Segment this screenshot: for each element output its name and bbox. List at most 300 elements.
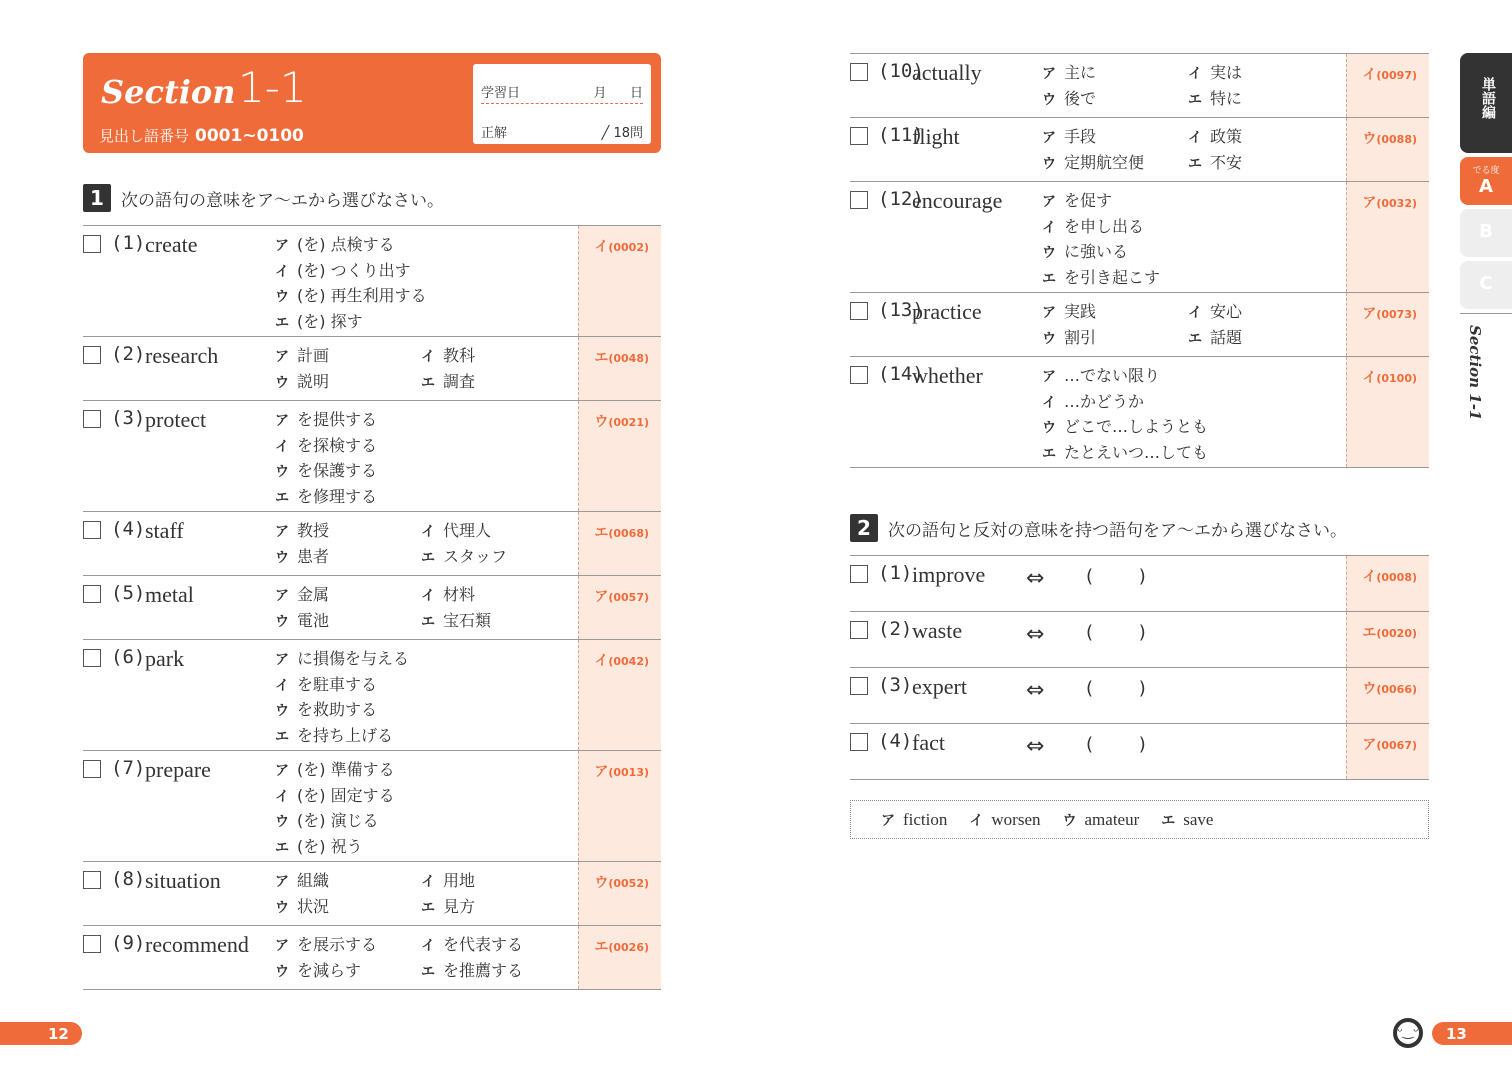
option-letter: イ [275,438,289,455]
option [421,895,567,921]
question-word: improve [912,562,986,587]
answer-key [594,522,649,542]
option [275,485,377,511]
option-letter: エ [421,899,435,916]
choice-item [969,810,1040,830]
question-row [850,668,1429,724]
option-letter: ア [275,524,289,540]
option-text: 後で [1064,88,1097,108]
option-text: どこで…しようとも [1064,417,1209,437]
question-checkbox[interactable] [850,302,868,320]
choice-item [1161,810,1213,830]
question-word: create [145,232,198,257]
answer-options [1042,189,1160,291]
answer-key [594,347,649,367]
option-text: 話題 [1210,327,1243,347]
answer-key [594,236,649,256]
question-number: (6) [111,646,146,668]
option-text: 特に [1210,88,1243,108]
question-checkbox[interactable] [850,565,868,583]
question-checkbox[interactable] [850,733,868,751]
answer-key [1362,367,1417,387]
answer-letter: ア [594,764,609,780]
question-checkbox[interactable] [83,235,101,253]
answer-key [1362,192,1417,212]
option [1042,364,1208,390]
question-number: 2 [850,514,878,542]
answer-headword-id: (0100) [1376,372,1417,385]
option-text: 電池 [297,610,330,630]
option [421,959,567,985]
answer-headword-id: (0042) [608,655,649,668]
option-text: (を) つくり出す [297,260,411,280]
option [421,933,567,959]
option [1188,326,1334,352]
question-number: (1) [878,562,913,584]
question-instructions: 次の語句の意味をア〜エから選びなさい。 [121,190,444,211]
option-letter: ウ [275,613,289,630]
answer-headword-id: (0020) [1376,627,1417,640]
option [275,673,409,699]
option [275,647,409,673]
option-letter: エ [275,314,289,331]
answer-headword-id: (0021) [608,416,649,429]
option [1042,240,1160,266]
option [421,344,567,370]
answer-blank: ( ) [1086,734,1146,755]
option-letter: ア [275,238,289,254]
question-word: encourage [912,188,1003,213]
question-2-table [850,555,1429,780]
answer-key [594,936,649,956]
option-text: 実践 [1064,302,1097,321]
question-checkbox[interactable] [850,191,868,209]
option-letter: エ [1042,270,1056,287]
question-word: staff [145,518,184,543]
answer-letter: イ [594,239,609,255]
option-letter: イ [421,349,435,365]
total-questions: 18問 [613,126,643,141]
option [1042,215,1160,241]
answer-options [1042,300,1334,351]
section-number: 1-1 [238,63,307,112]
answer-key [594,650,649,670]
option-text: を駐車する [297,674,378,694]
question-number: (10) [878,60,924,82]
option-text: 宝石類 [443,610,492,630]
option [275,698,409,724]
option-text: …かどうか [1064,391,1145,411]
question-row [850,182,1429,293]
option-letter: ア [275,763,289,779]
tab-frequency-a[interactable] [1460,157,1512,205]
question-word: metal [145,582,194,607]
option-letter: ウ [275,464,289,481]
option-text: (を) 探す [297,311,363,331]
question-1-table-right [850,53,1429,468]
question-instructions: 次の語句と反対の意味を持つ語句をア〜エから選びなさい。 [888,520,1347,541]
option-text: 状況 [297,896,330,916]
option [421,519,567,545]
question-row [850,556,1429,612]
question-number: (7) [111,757,146,779]
option-text: を引き起こす [1064,267,1161,287]
option-text: 主に [1064,63,1097,82]
option [1042,326,1188,352]
option-text: (を) 固定する [297,785,395,805]
option-letter: イ [421,588,435,604]
option [1042,415,1208,441]
answer-key [594,761,649,781]
option-text: 調査 [443,371,476,391]
option-letter: ア [1042,130,1056,146]
answer-headword-id: (0057) [608,591,649,604]
option-letter: エ [421,613,435,630]
question-number: (13) [878,299,924,321]
tab-frequency-c[interactable]: C [1460,261,1512,309]
answer-options [275,933,567,984]
month-label: 月 [593,86,607,101]
option-text: 患者 [297,546,330,566]
option-letter: イ [275,677,289,694]
option [1188,87,1334,113]
question-row [83,401,661,512]
answer-key [594,872,649,892]
option [275,869,421,895]
option-letter: ウ [275,703,289,720]
question-row [850,357,1429,468]
option-letter: エ [421,963,435,980]
option-letter: エ [1188,155,1202,172]
question-word: practice [912,299,982,324]
option-text: に損傷を与える [297,649,410,668]
option-letter: ア [275,588,289,604]
option-letter: イ [421,874,435,890]
option-text: (を) 祝う [297,836,363,856]
option-letter: イ [1188,305,1202,321]
option-text: 政策 [1210,127,1243,146]
option-text: …でない限り [1064,366,1161,385]
answer-key [1362,566,1417,586]
question-number: (2) [111,343,146,365]
option-letter: イ [275,263,289,280]
option-letter: イ [1188,66,1202,82]
answer-headword-id: (0008) [1376,571,1417,584]
option-letter: ウ [275,289,289,306]
option-text: 教科 [443,346,476,365]
antonym-choices-box [850,800,1429,839]
section-header [83,53,661,153]
antonym-arrow-icon: ⇔ [1026,566,1045,591]
question-checkbox[interactable] [83,410,101,428]
tab-a-label: A [1479,176,1493,197]
answer-letter: ア [1362,195,1377,211]
option [275,933,421,959]
option-text: を申し出る [1064,216,1145,236]
option [275,609,421,635]
option-letter: エ [1042,445,1056,462]
question-row [83,337,661,401]
option-letter: エ [275,489,289,506]
question-checkbox[interactable] [83,935,101,953]
question-word: fact [912,730,945,755]
answer-options [275,344,567,395]
question-1-heading [83,184,444,212]
answer-key [594,411,649,431]
question-number: (5) [111,582,146,604]
option-text: 安心 [1210,302,1243,321]
option-text: (を) 再生利用する [297,286,427,306]
question-checkbox[interactable] [850,677,868,695]
answer-options [275,583,567,634]
answer-blank: ( ) [1086,566,1146,587]
option-letter: ウ [275,814,289,831]
question-number: (4) [878,730,913,752]
option [1042,151,1188,177]
answer-options [1042,61,1334,112]
option-text: 手段 [1064,127,1097,146]
section-word: Section [101,73,236,111]
option-letter: イ [421,938,435,954]
option-letter: エ [275,728,289,745]
option-text: を持ち上げる [297,725,394,745]
question-word: expert [912,674,967,699]
answer-headword-id: (0088) [1376,133,1417,146]
option-text: (を) 演じる [297,811,379,831]
answer-headword-id: (0048) [608,352,649,365]
option-text: 組織 [297,871,330,890]
answer-letter: エ [594,350,609,366]
answer-letter: ア [1362,737,1377,753]
option-letter: イ [421,524,435,540]
question-number: (11) [878,124,924,146]
choice-letter: イ [969,812,984,829]
question-checkbox[interactable] [83,585,101,603]
option-letter: ウ [1042,91,1056,108]
question-row [850,54,1429,118]
question-number: (4) [111,518,146,540]
option [275,895,421,921]
answer-key [1362,303,1417,323]
question-row [850,293,1429,357]
answer-headword-id: (0097) [1376,69,1417,82]
choice-word: amateur [1084,809,1140,829]
question-2-heading [850,514,1347,542]
correct-label: 正解 [481,126,508,141]
answer-key [1362,734,1417,754]
option-letter: ウ [1042,420,1056,437]
option [1042,441,1208,467]
question-row [850,724,1429,780]
option [275,408,377,434]
answer-options [1042,364,1208,466]
option-letter: ア [1042,369,1056,385]
option-text: を展示する [297,935,378,954]
question-1-table-left [83,225,661,990]
option-letter: ウ [275,899,289,916]
antonym-arrow-icon: ⇔ [1026,734,1045,759]
option-letter: エ [275,839,289,856]
question-checkbox[interactable] [850,621,868,639]
option-text: スタッフ [443,546,508,566]
option-text: たとえいつ…しても [1064,442,1209,462]
question-checkbox[interactable] [850,366,868,384]
score-total: ╱ 18問 [601,126,643,141]
answer-headword-id: (0067) [1376,739,1417,752]
tab-divider [1460,313,1512,314]
option-letter: ウ [1042,330,1056,347]
question-word: park [145,646,185,671]
option [421,545,567,571]
question-checkbox[interactable] [83,649,101,667]
option [275,545,421,571]
option [1188,300,1334,326]
question-row [850,612,1429,668]
option-text: 用地 [443,871,476,890]
option-text: 教授 [297,521,330,540]
option-letter: エ [1188,91,1202,108]
option [1188,125,1334,151]
study-day-label: 学習日 [481,86,521,101]
option [421,609,567,635]
question-checkbox[interactable] [850,63,868,81]
question-number: (14) [878,363,924,385]
option-text: を探検する [297,435,378,455]
question-word: recommend [145,932,249,957]
choice-word: worsen [991,809,1041,829]
question-number: 1 [83,184,111,212]
option [275,233,427,259]
answer-headword-id: (0052) [608,877,649,890]
option-text: 不安 [1210,152,1243,172]
option [275,310,427,336]
question-word: research [145,343,219,368]
option-letter: ア [275,413,289,429]
answer-headword-id: (0013) [608,766,649,779]
question-row [83,926,661,990]
answer-options [275,519,567,570]
option [1042,300,1188,326]
question-number: (2) [878,618,913,640]
option [275,344,421,370]
answer-letter: ウ [1362,131,1377,147]
option-letter: ア [275,938,289,954]
question-row [850,118,1429,182]
option [275,784,395,810]
answer-key [1362,128,1417,148]
answer-letter: イ [594,653,609,669]
answer-key [1362,622,1417,642]
option-text: 定期航空便 [1064,152,1145,172]
option [1042,390,1208,416]
answer-letter: ア [594,589,609,605]
tab-vocabulary[interactable]: 単語編 [1460,53,1512,153]
page-number-left: 12 [0,1022,82,1045]
option-text: 金属 [297,585,330,604]
question-word: prepare [145,757,211,782]
option [275,459,377,485]
question-checkbox[interactable] [83,346,101,364]
headword-numbers: 0001~0100 [195,126,304,146]
answer-headword-id: (0026) [608,941,649,954]
option [1042,266,1160,292]
question-number: (3) [111,407,146,429]
option-letter: ア [1042,305,1056,321]
answer-letter: イ [1362,569,1377,585]
day-label: 日 [629,86,643,101]
answer-options [275,758,395,860]
option-text: (を) 点検する [297,235,395,254]
option [421,370,567,396]
question-word: protect [145,407,207,432]
question-checkbox[interactable] [850,127,868,145]
question-number: (9) [111,932,146,954]
answer-letter: イ [1362,67,1377,83]
question-word: situation [145,868,221,893]
option-text: を減らす [297,960,362,980]
question-checkbox[interactable] [83,760,101,778]
headword-range [99,125,304,146]
option-text: を代表する [443,935,524,954]
answer-letter: ア [1362,306,1377,322]
frequency-label: でる度 [1472,166,1500,176]
option [275,758,395,784]
answer-headword-id: (0066) [1376,683,1417,696]
answer-headword-id: (0068) [608,527,649,540]
question-checkbox[interactable] [83,521,101,539]
answer-letter: ウ [594,875,609,891]
option-text: 実は [1210,63,1243,82]
answer-key [1362,64,1417,84]
option [275,583,421,609]
answer-key [594,586,649,606]
question-checkbox[interactable] [83,871,101,889]
option-text: を提供する [297,410,378,429]
answer-letter: エ [1362,625,1377,641]
answer-letter: ウ [1362,681,1377,697]
option-letter: ア [275,349,289,365]
option [275,809,395,835]
tab-frequency-b[interactable]: B [1460,209,1512,257]
option-text: に強いる [1064,242,1129,262]
answer-letter: エ [594,525,609,541]
option-letter: エ [421,374,435,391]
question-row [83,226,661,337]
option-text: 見方 [443,896,476,916]
option [1188,151,1334,177]
antonym-arrow-icon: ⇔ [1026,622,1045,647]
answer-options [1042,125,1334,176]
answer-letter: ウ [594,414,609,430]
question-number: (8) [111,868,146,890]
question-row [83,751,661,862]
question-number: (12) [878,188,924,210]
question-row [83,512,661,576]
answer-headword-id: (0073) [1376,308,1417,321]
antonym-arrow-icon: ⇔ [1026,678,1045,703]
option-letter: エ [421,549,435,566]
option [1042,125,1188,151]
choice-letter: エ [1161,812,1176,829]
option-text: を推薦する [443,960,524,980]
option [275,284,427,310]
option [421,583,567,609]
option [1042,87,1188,113]
side-section-label: Section 1-1 [1466,325,1484,421]
option-letter: イ [275,788,289,805]
answer-headword-id: (0002) [608,241,649,254]
answer-letter: イ [1362,370,1377,386]
